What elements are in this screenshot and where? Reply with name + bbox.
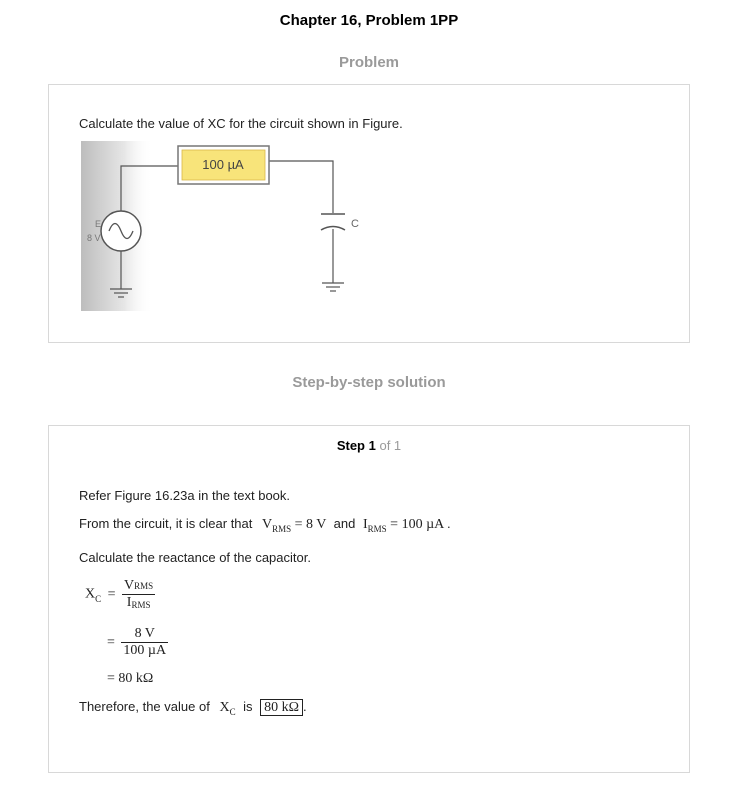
solution-line-refer: Refer Figure 16.23a in the text book. [79, 488, 291, 503]
source-label-e: E [95, 219, 102, 229]
v-rms-subscript: RMS [272, 524, 292, 534]
xc-subscript-2: C [229, 707, 236, 717]
i-rms-subscript: RMS [367, 524, 387, 534]
given-and: and [333, 516, 356, 531]
given-prefix: From the circuit, it is clear that [79, 516, 253, 531]
conclusion-end: . [303, 699, 307, 714]
equals-sign-2: = [107, 634, 115, 650]
equation-xc-definition [85, 578, 155, 611]
fraction-values [121, 626, 168, 659]
xc-subscript: C [95, 593, 102, 604]
solution-conclusion [79, 699, 307, 716]
conclusion-prefix: Therefore, the value of [79, 699, 210, 714]
v-symbol: V [262, 517, 273, 532]
source-label-voltage: 8 V [87, 233, 101, 243]
numerator-value: 8 V [121, 626, 168, 643]
xc-symbol-2: X [219, 700, 230, 715]
answer-box: 80 kΩ [260, 699, 303, 716]
chapter-title: Chapter 16, Problem 1PP [279, 12, 459, 29]
conclusion-is: is [243, 699, 253, 714]
solution-section-title: Step-by-step solution [292, 374, 446, 391]
v-rms-value: = 8 V [294, 517, 327, 532]
ammeter-label: 100 µA [202, 157, 244, 172]
capacitor-label: C [351, 218, 359, 230]
fraction-vrms-over-irms: $\frac{\text{VRMS}}{\text{IRMS}}$ [124, 578, 154, 610]
equation-result: = 80 kΩ [107, 671, 154, 686]
ground-icon-right [322, 283, 344, 291]
step-of: of 1 [379, 438, 402, 453]
circuit-figure [81, 141, 391, 311]
denominator-value: 100 µA [123, 643, 167, 658]
i-rms-value: = 100 µA [390, 517, 444, 532]
xc-symbol: X [85, 586, 96, 602]
problem-statement: Calculate the value of XC for the circuit shown in Figure. [79, 116, 403, 131]
given-end: . [446, 516, 451, 531]
problem-section-title: Problem [338, 54, 399, 71]
solution-line-given [79, 516, 451, 533]
equals-sign: = [107, 586, 116, 602]
solution-line-calculate: Calculate the reactance of the capacitor. [79, 550, 311, 565]
solution-box [48, 425, 690, 773]
step-label: Step 1 [336, 438, 376, 453]
i-symbol: I [362, 517, 368, 532]
right-wire [269, 161, 333, 213]
problem-box [48, 84, 690, 343]
step-header [49, 438, 689, 453]
equation-substitution [107, 626, 168, 659]
